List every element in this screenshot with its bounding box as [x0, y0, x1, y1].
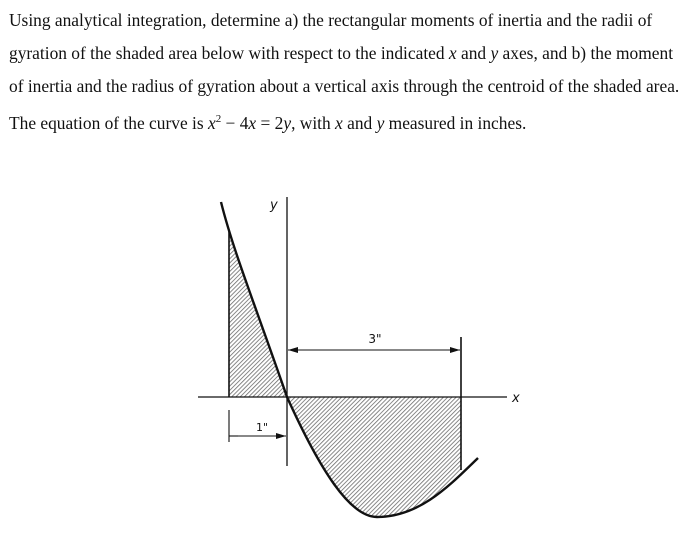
shaded-region-right: [287, 397, 461, 517]
dimension-1-arrow-right: [276, 433, 286, 439]
dimension-1-label: 1": [255, 421, 269, 434]
dimension-3-label: 3": [368, 332, 382, 346]
problem-line-1: Using analytical integration, determine a) the rectangular moments of inertia and the radii of: [9, 10, 653, 30]
dimension-3-arrow-right: [450, 347, 460, 353]
problem-line-2: gyration of the shaded area below with respect to the indicated x and y axes, and b) the moment: [9, 43, 674, 63]
y-axis-label: y: [270, 198, 278, 213]
x-axis-label: x: [512, 391, 520, 406]
problem-line-4: The equation of the curve is $x^2 - 4x = 2y$, with x and y measured in inches.: [9, 112, 527, 133]
problem-line-3: of inertia and the radius of gyration about a vertical axis through the centroid of the shaded area.: [9, 76, 680, 96]
curve-equation: $x^2 - 4x = 2y$: [207, 112, 292, 133]
dimension-3-arrow-left: [288, 347, 298, 353]
